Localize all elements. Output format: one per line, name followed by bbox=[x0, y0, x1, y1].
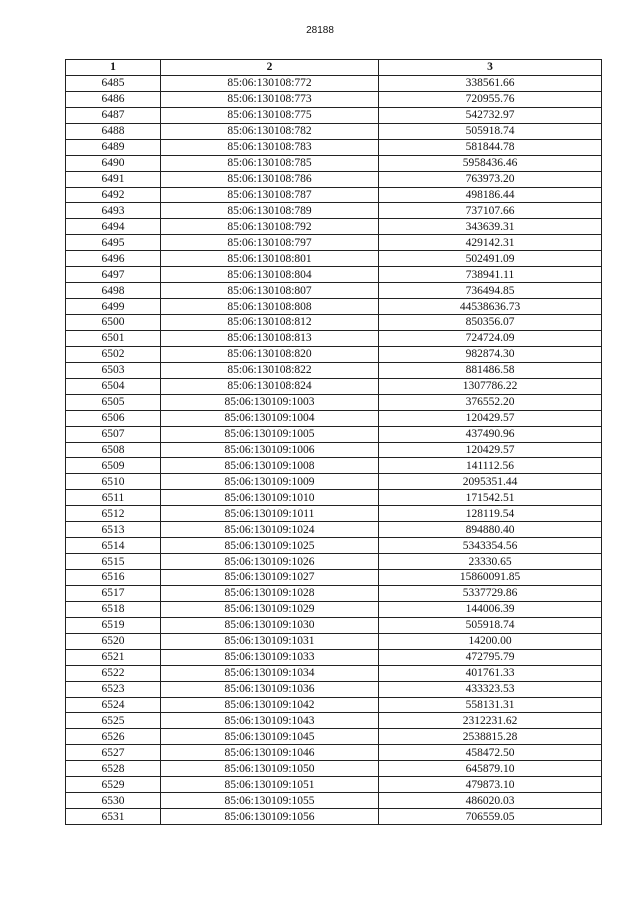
table-row bbox=[66, 235, 602, 251]
table-row bbox=[66, 171, 602, 187]
table-cell: 486020.03 bbox=[379, 793, 602, 809]
table-row bbox=[66, 139, 602, 155]
table-cell: 85:06:130109:1056 bbox=[161, 809, 379, 825]
table-cell: 6517 bbox=[66, 585, 161, 601]
table-row bbox=[66, 649, 602, 665]
table-cell: 894880.40 bbox=[379, 522, 602, 538]
table-cell: 6520 bbox=[66, 633, 161, 649]
table-row bbox=[66, 362, 602, 378]
table-cell: 581844.78 bbox=[379, 139, 602, 155]
table-row bbox=[66, 203, 602, 219]
table-cell: 85:06:130108:808 bbox=[161, 299, 379, 315]
table-cell: 6530 bbox=[66, 793, 161, 809]
table-cell: 6494 bbox=[66, 219, 161, 235]
table-row bbox=[66, 155, 602, 171]
page-number: 28188 bbox=[306, 25, 334, 36]
table-cell: 850356.07 bbox=[379, 315, 602, 331]
table-cell: 85:06:130109:1034 bbox=[161, 665, 379, 681]
table-cell: 6491 bbox=[66, 171, 161, 187]
table-cell: 6524 bbox=[66, 697, 161, 713]
table-row bbox=[66, 809, 602, 825]
table-cell: 85:06:130108:813 bbox=[161, 330, 379, 346]
table-cell: 85:06:130109:1009 bbox=[161, 474, 379, 490]
table-cell: 85:06:130108:773 bbox=[161, 91, 379, 107]
table-cell: 85:06:130108:772 bbox=[161, 75, 379, 91]
table-cell: 6531 bbox=[66, 809, 161, 825]
table-cell: 738941.11 bbox=[379, 267, 602, 283]
table-cell: 458472.50 bbox=[379, 745, 602, 761]
table-row bbox=[66, 793, 602, 809]
table-cell: 120429.57 bbox=[379, 442, 602, 458]
table-cell: 6527 bbox=[66, 745, 161, 761]
table-cell: 85:06:130109:1003 bbox=[161, 394, 379, 410]
table-cell: 982874.30 bbox=[379, 346, 602, 362]
table-cell: 85:06:130109:1005 bbox=[161, 426, 379, 442]
table-cell: 6528 bbox=[66, 761, 161, 777]
table-cell: 6488 bbox=[66, 123, 161, 139]
table-cell: 85:06:130109:1011 bbox=[161, 506, 379, 522]
table-cell: 85:06:130108:787 bbox=[161, 187, 379, 203]
table-cell: 6515 bbox=[66, 554, 161, 570]
table-cell: 6525 bbox=[66, 713, 161, 729]
table-cell: 6505 bbox=[66, 394, 161, 410]
table-cell: 85:06:130109:1025 bbox=[161, 538, 379, 554]
table-cell: 502491.09 bbox=[379, 251, 602, 267]
table-cell: 6486 bbox=[66, 91, 161, 107]
table-row bbox=[66, 107, 602, 123]
table-row bbox=[66, 75, 602, 91]
table-cell: 6512 bbox=[66, 506, 161, 522]
table-cell: 85:06:130108:775 bbox=[161, 107, 379, 123]
table-cell: 85:06:130109:1030 bbox=[161, 617, 379, 633]
table-row bbox=[66, 458, 602, 474]
table-cell: 376552.20 bbox=[379, 394, 602, 410]
table-cell: 505918.74 bbox=[379, 617, 602, 633]
table-cell: 401761.33 bbox=[379, 665, 602, 681]
table-cell: 85:06:130108:783 bbox=[161, 139, 379, 155]
table-row bbox=[66, 123, 602, 139]
table-cell: 85:06:130109:1036 bbox=[161, 681, 379, 697]
table-cell: 85:06:130109:1031 bbox=[161, 633, 379, 649]
table-row bbox=[66, 713, 602, 729]
table-cell: 85:06:130109:1045 bbox=[161, 729, 379, 745]
table-cell: 6506 bbox=[66, 410, 161, 426]
table-cell: 85:06:130109:1042 bbox=[161, 697, 379, 713]
column-header: 3 bbox=[379, 60, 602, 76]
table-row bbox=[66, 665, 602, 681]
table-cell: 6507 bbox=[66, 426, 161, 442]
table-row bbox=[66, 522, 602, 538]
table-cell: 881486.58 bbox=[379, 362, 602, 378]
table-cell: 6502 bbox=[66, 346, 161, 362]
table-cell: 6509 bbox=[66, 458, 161, 474]
table-cell: 6504 bbox=[66, 378, 161, 394]
table-row bbox=[66, 283, 602, 299]
table-cell: 2538815.28 bbox=[379, 729, 602, 745]
table-cell: 120429.57 bbox=[379, 410, 602, 426]
table-row bbox=[66, 745, 602, 761]
table-cell: 85:06:130109:1051 bbox=[161, 777, 379, 793]
table-cell: 85:06:130109:1029 bbox=[161, 601, 379, 617]
table-row bbox=[66, 267, 602, 283]
table-row bbox=[66, 330, 602, 346]
table-cell: 85:06:130108:801 bbox=[161, 251, 379, 267]
table-cell: 85:06:130108:807 bbox=[161, 283, 379, 299]
table-row bbox=[66, 426, 602, 442]
table-cell: 433323.53 bbox=[379, 681, 602, 697]
table-row bbox=[66, 394, 602, 410]
table-cell: 6500 bbox=[66, 315, 161, 331]
table-cell: 6490 bbox=[66, 155, 161, 171]
table-cell: 85:06:130108:797 bbox=[161, 235, 379, 251]
table-row bbox=[66, 729, 602, 745]
table-cell: 724724.09 bbox=[379, 330, 602, 346]
table-row bbox=[66, 697, 602, 713]
table-row bbox=[66, 91, 602, 107]
table-row bbox=[66, 681, 602, 697]
table-row bbox=[66, 187, 602, 203]
table-cell: 144006.39 bbox=[379, 601, 602, 617]
table-row bbox=[66, 633, 602, 649]
table-cell: 128119.54 bbox=[379, 506, 602, 522]
table-cell: 85:06:130108:786 bbox=[161, 171, 379, 187]
table-row bbox=[66, 474, 602, 490]
table-cell: 6519 bbox=[66, 617, 161, 633]
table-cell: 343639.31 bbox=[379, 219, 602, 235]
table-row bbox=[66, 601, 602, 617]
table-row bbox=[66, 490, 602, 506]
table-row bbox=[66, 777, 602, 793]
table-cell: 6522 bbox=[66, 665, 161, 681]
table-cell: 85:06:130108:820 bbox=[161, 346, 379, 362]
table-row bbox=[66, 617, 602, 633]
table-cell: 141112.56 bbox=[379, 458, 602, 474]
table-cell: 85:06:130108:782 bbox=[161, 123, 379, 139]
data-table bbox=[65, 59, 602, 825]
table-cell: 6516 bbox=[66, 570, 161, 586]
table-row bbox=[66, 554, 602, 570]
table-cell: 85:06:130109:1008 bbox=[161, 458, 379, 474]
table-cell: 85:06:130108:785 bbox=[161, 155, 379, 171]
table-row bbox=[66, 585, 602, 601]
table-cell: 736494.85 bbox=[379, 283, 602, 299]
table-cell: 763973.20 bbox=[379, 171, 602, 187]
table-cell: 85:06:130108:824 bbox=[161, 378, 379, 394]
table-cell: 338561.66 bbox=[379, 75, 602, 91]
table-cell: 85:06:130109:1004 bbox=[161, 410, 379, 426]
table-cell: 6501 bbox=[66, 330, 161, 346]
table-cell: 6499 bbox=[66, 299, 161, 315]
table-cell: 437490.96 bbox=[379, 426, 602, 442]
table-header-row bbox=[66, 60, 602, 76]
table-cell: 85:06:130108:804 bbox=[161, 267, 379, 283]
table-cell: 85:06:130108:812 bbox=[161, 315, 379, 331]
table-cell: 542732.97 bbox=[379, 107, 602, 123]
table-row bbox=[66, 410, 602, 426]
table-cell: 6495 bbox=[66, 235, 161, 251]
table-cell: 6493 bbox=[66, 203, 161, 219]
table-cell: 6521 bbox=[66, 649, 161, 665]
table-row bbox=[66, 761, 602, 777]
table-row bbox=[66, 378, 602, 394]
table-cell: 6496 bbox=[66, 251, 161, 267]
table-cell: 429142.31 bbox=[379, 235, 602, 251]
table-row bbox=[66, 219, 602, 235]
table-row bbox=[66, 299, 602, 315]
table-cell: 85:06:130108:789 bbox=[161, 203, 379, 219]
table-cell: 85:06:130109:1024 bbox=[161, 522, 379, 538]
table-cell: 85:06:130109:1026 bbox=[161, 554, 379, 570]
table-cell: 5958436.46 bbox=[379, 155, 602, 171]
table-cell: 44538636.73 bbox=[379, 299, 602, 315]
table-cell: 6487 bbox=[66, 107, 161, 123]
table-cell: 14200.00 bbox=[379, 633, 602, 649]
table-cell: 737107.66 bbox=[379, 203, 602, 219]
table-cell: 2312231.62 bbox=[379, 713, 602, 729]
table-cell: 505918.74 bbox=[379, 123, 602, 139]
table-cell: 2095351.44 bbox=[379, 474, 602, 490]
table-cell: 479873.10 bbox=[379, 777, 602, 793]
table-cell: 6514 bbox=[66, 538, 161, 554]
table-cell: 171542.51 bbox=[379, 490, 602, 506]
table-cell: 6503 bbox=[66, 362, 161, 378]
table-cell: 706559.05 bbox=[379, 809, 602, 825]
table-cell: 6523 bbox=[66, 681, 161, 697]
table-cell: 6511 bbox=[66, 490, 161, 506]
table-cell: 6508 bbox=[66, 442, 161, 458]
table-cell: 6510 bbox=[66, 474, 161, 490]
table-cell: 645879.10 bbox=[379, 761, 602, 777]
table-cell: 85:06:130109:1033 bbox=[161, 649, 379, 665]
table-cell: 6513 bbox=[66, 522, 161, 538]
table-cell: 6489 bbox=[66, 139, 161, 155]
table-cell: 6492 bbox=[66, 187, 161, 203]
table-row bbox=[66, 442, 602, 458]
table-cell: 720955.76 bbox=[379, 91, 602, 107]
table-cell: 85:06:130109:1046 bbox=[161, 745, 379, 761]
table-body bbox=[66, 75, 602, 824]
table-cell: 6498 bbox=[66, 283, 161, 299]
table-cell: 85:06:130108:822 bbox=[161, 362, 379, 378]
table-cell: 85:06:130109:1050 bbox=[161, 761, 379, 777]
table-cell: 15860091.85 bbox=[379, 570, 602, 586]
column-header: 1 bbox=[66, 60, 161, 76]
table-row bbox=[66, 346, 602, 362]
table-row bbox=[66, 506, 602, 522]
table-cell: 6529 bbox=[66, 777, 161, 793]
table-cell: 85:06:130109:1006 bbox=[161, 442, 379, 458]
table-cell: 472795.79 bbox=[379, 649, 602, 665]
table-cell: 6526 bbox=[66, 729, 161, 745]
table-cell: 1307786.22 bbox=[379, 378, 602, 394]
table-cell: 6485 bbox=[66, 75, 161, 91]
table-cell: 85:06:130108:792 bbox=[161, 219, 379, 235]
table-cell: 85:06:130109:1028 bbox=[161, 585, 379, 601]
table-cell: 85:06:130109:1055 bbox=[161, 793, 379, 809]
table-cell: 5337729.86 bbox=[379, 585, 602, 601]
table-cell: 6518 bbox=[66, 601, 161, 617]
table-row bbox=[66, 251, 602, 267]
table-cell: 498186.44 bbox=[379, 187, 602, 203]
table-cell: 85:06:130109:1027 bbox=[161, 570, 379, 586]
table-row bbox=[66, 570, 602, 586]
table-cell: 85:06:130109:1010 bbox=[161, 490, 379, 506]
table-cell: 558131.31 bbox=[379, 697, 602, 713]
column-header: 2 bbox=[161, 60, 379, 76]
table-row bbox=[66, 315, 602, 331]
table-row bbox=[66, 538, 602, 554]
table-cell: 6497 bbox=[66, 267, 161, 283]
table-cell: 5343354.56 bbox=[379, 538, 602, 554]
table-cell: 85:06:130109:1043 bbox=[161, 713, 379, 729]
table-cell: 23330.65 bbox=[379, 554, 602, 570]
